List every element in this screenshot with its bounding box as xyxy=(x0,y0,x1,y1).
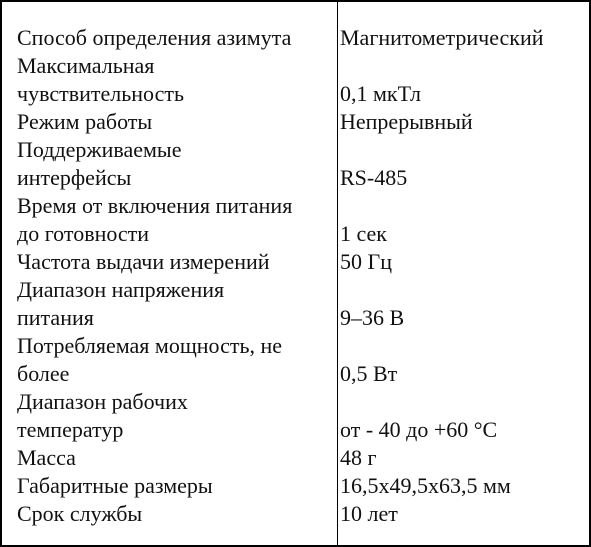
row-label: Диапазон рабочих температур xyxy=(17,389,188,442)
row-label: Время от включения питания до готовности xyxy=(17,193,293,246)
table-row xyxy=(2,332,589,388)
row-value: RS-485 xyxy=(340,165,408,190)
row-value: 0,5 Вт xyxy=(340,361,398,386)
table-row xyxy=(2,248,589,276)
row-label: Режим работы xyxy=(17,109,153,134)
table-row xyxy=(2,192,589,248)
row-value: 1 сек xyxy=(340,221,387,246)
table-row xyxy=(2,136,589,192)
row-label: Частота выдачи измерений xyxy=(17,249,270,274)
row-label: Срок службы xyxy=(17,501,143,526)
row-label: Максимальная чувствительность xyxy=(17,53,184,106)
row-value: 16,5х49,5х63,5 мм xyxy=(340,473,511,498)
table-row xyxy=(2,500,589,528)
row-value: 0,1 мкТл xyxy=(340,81,421,106)
row-label: Поддерживаемые интерфейсы xyxy=(17,137,182,190)
row-value: 9–36 В xyxy=(340,305,405,330)
row-value: от - 40 до +60 °С xyxy=(340,417,498,442)
table-rows xyxy=(2,24,589,528)
table-row xyxy=(2,444,589,472)
row-label: Потребляемая мощность, не более xyxy=(17,333,283,386)
row-label: Способ определения азимута xyxy=(17,25,292,50)
row-label: Масса xyxy=(17,445,76,470)
table-row xyxy=(2,24,589,52)
row-label: Габаритные размеры xyxy=(17,473,213,498)
table-row xyxy=(2,52,589,108)
table-row xyxy=(2,108,589,136)
row-value: 50 Гц xyxy=(340,249,392,274)
row-label: Диапазон напряжения питания xyxy=(17,277,225,330)
row-value: Магнитометрический xyxy=(340,25,544,50)
row-value: 10 лет xyxy=(340,501,398,526)
row-value: Непрерывный xyxy=(340,109,473,134)
table-row xyxy=(2,276,589,332)
table-row xyxy=(2,388,589,444)
row-value: 48 г xyxy=(340,445,377,470)
table-row xyxy=(2,472,589,500)
